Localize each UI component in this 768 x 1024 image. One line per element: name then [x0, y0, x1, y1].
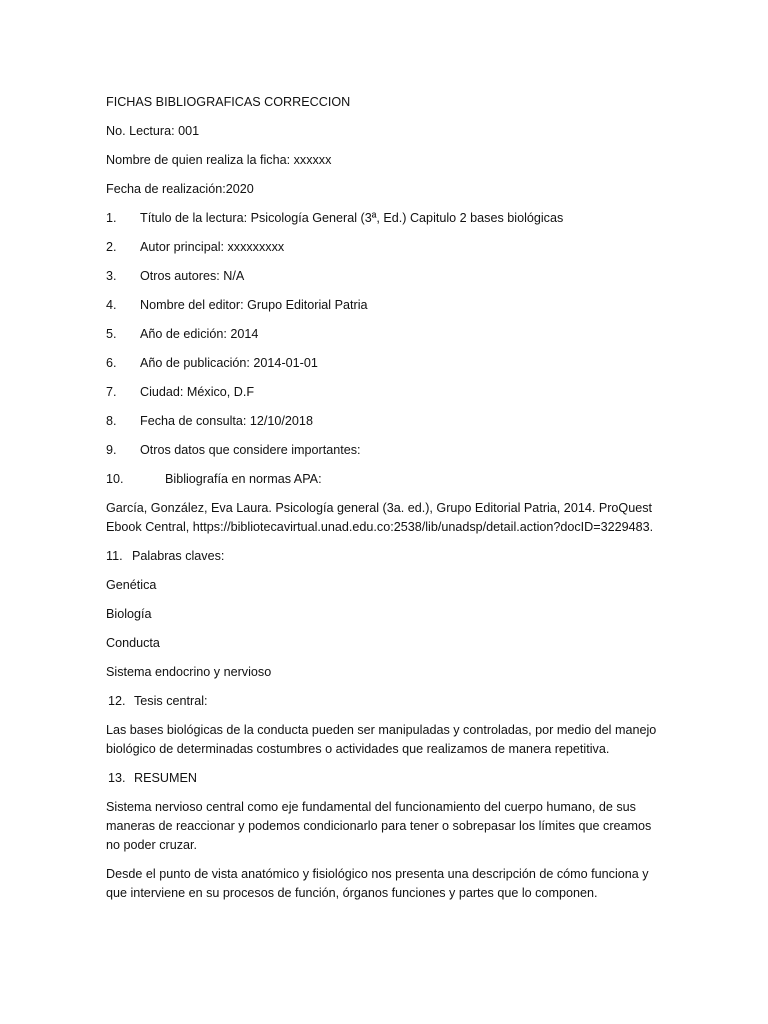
- list-text: Otros autores: N/A: [140, 269, 245, 283]
- list-item: [106, 383, 666, 402]
- list-number: 8.: [106, 414, 117, 428]
- summary-heading: [106, 769, 666, 788]
- list-number: 5.: [106, 327, 117, 341]
- apa-citation: García, González, Eva Laura. Psicología general (3a. ed.), Grupo Editorial Patria, 2014. ProQuest Ebook Central, https://bibliotecavirtual.unad.edu.co:2538/lib/unadsp/detail.action?docID=3229483.: [106, 501, 654, 534]
- list-number: 2.: [106, 240, 117, 254]
- list-item: [106, 209, 666, 228]
- list-item: [106, 267, 666, 286]
- list-item: [106, 441, 666, 460]
- list-number: 1.: [106, 211, 117, 225]
- list-item: [106, 412, 666, 431]
- thesis-heading: [106, 692, 666, 711]
- list-text: Bibliografía en normas APA:: [165, 472, 322, 486]
- list-item: [106, 325, 666, 344]
- document-title: FICHAS BIBLIOGRAFICAS CORRECCION: [106, 95, 351, 109]
- keyword-item: Biología: [106, 607, 152, 621]
- summary-paragraph: Sistema nervioso central como eje fundamental del funcionamiento del cuerpo humano, de sus maneras de reaccionar y podemos condicionarlo para tener o sobrepasar los límites que creamos no poder cruzar.: [106, 800, 652, 852]
- section-heading: RESUMEN: [134, 771, 197, 785]
- list-text: Año de publicación: 2014-01-01: [140, 356, 318, 370]
- section-heading: Palabras claves:: [132, 549, 225, 563]
- keyword-item: Genética: [106, 578, 157, 592]
- section-number: 12.: [108, 694, 126, 708]
- section-number: 13.: [108, 771, 126, 785]
- list-item: [106, 470, 666, 489]
- list-text: Título de la lectura: Psicología General (3ª, Ed.) Capitulo 2 bases biológicas: [140, 211, 564, 225]
- section-number: 11.: [106, 549, 123, 563]
- list-text: Autor principal: xxxxxxxxx: [140, 240, 285, 254]
- list-text: Año de edición: 2014: [140, 327, 259, 341]
- keyword-item: Sistema endocrino y nervioso: [106, 665, 272, 679]
- keywords-heading: [106, 547, 666, 566]
- list-item: [106, 354, 666, 373]
- summary-paragraph: Desde el punto de vista anatómico y fisiológico nos presenta una descripción de cómo funciona y que interviene en su procesos de función, órganos funciones y partes que lo componen.: [106, 867, 649, 900]
- record-date: Fecha de realización:2020: [106, 182, 254, 196]
- list-number: 10.: [106, 472, 124, 486]
- list-text: Fecha de consulta: 12/10/2018: [140, 414, 313, 428]
- list-text: Otros datos que considere importantes:: [140, 443, 361, 457]
- list-number: 7.: [106, 385, 117, 399]
- author-of-record: Nombre de quien realiza la ficha: xxxxxx: [106, 153, 332, 167]
- document-page: [106, 93, 666, 913]
- list-number: 3.: [106, 269, 117, 283]
- section-heading: Tesis central:: [134, 694, 208, 708]
- thesis-text: Las bases biológicas de la conducta pueden ser manipuladas y controladas, por medio del manejo biológico de determinadas costumbres o actividades que realizamos de manera repetitiva.: [106, 723, 657, 756]
- list-item: [106, 296, 666, 315]
- list-item: [106, 238, 666, 257]
- list-text: Nombre del editor: Grupo Editorial Patria: [140, 298, 368, 312]
- list-number: 9.: [106, 443, 117, 457]
- list-text: Ciudad: México, D.F: [140, 385, 255, 399]
- keyword-item: Conducta: [106, 636, 160, 650]
- lectura-number: No. Lectura: 001: [106, 124, 200, 138]
- list-number: 4.: [106, 298, 117, 312]
- list-number: 6.: [106, 356, 117, 370]
